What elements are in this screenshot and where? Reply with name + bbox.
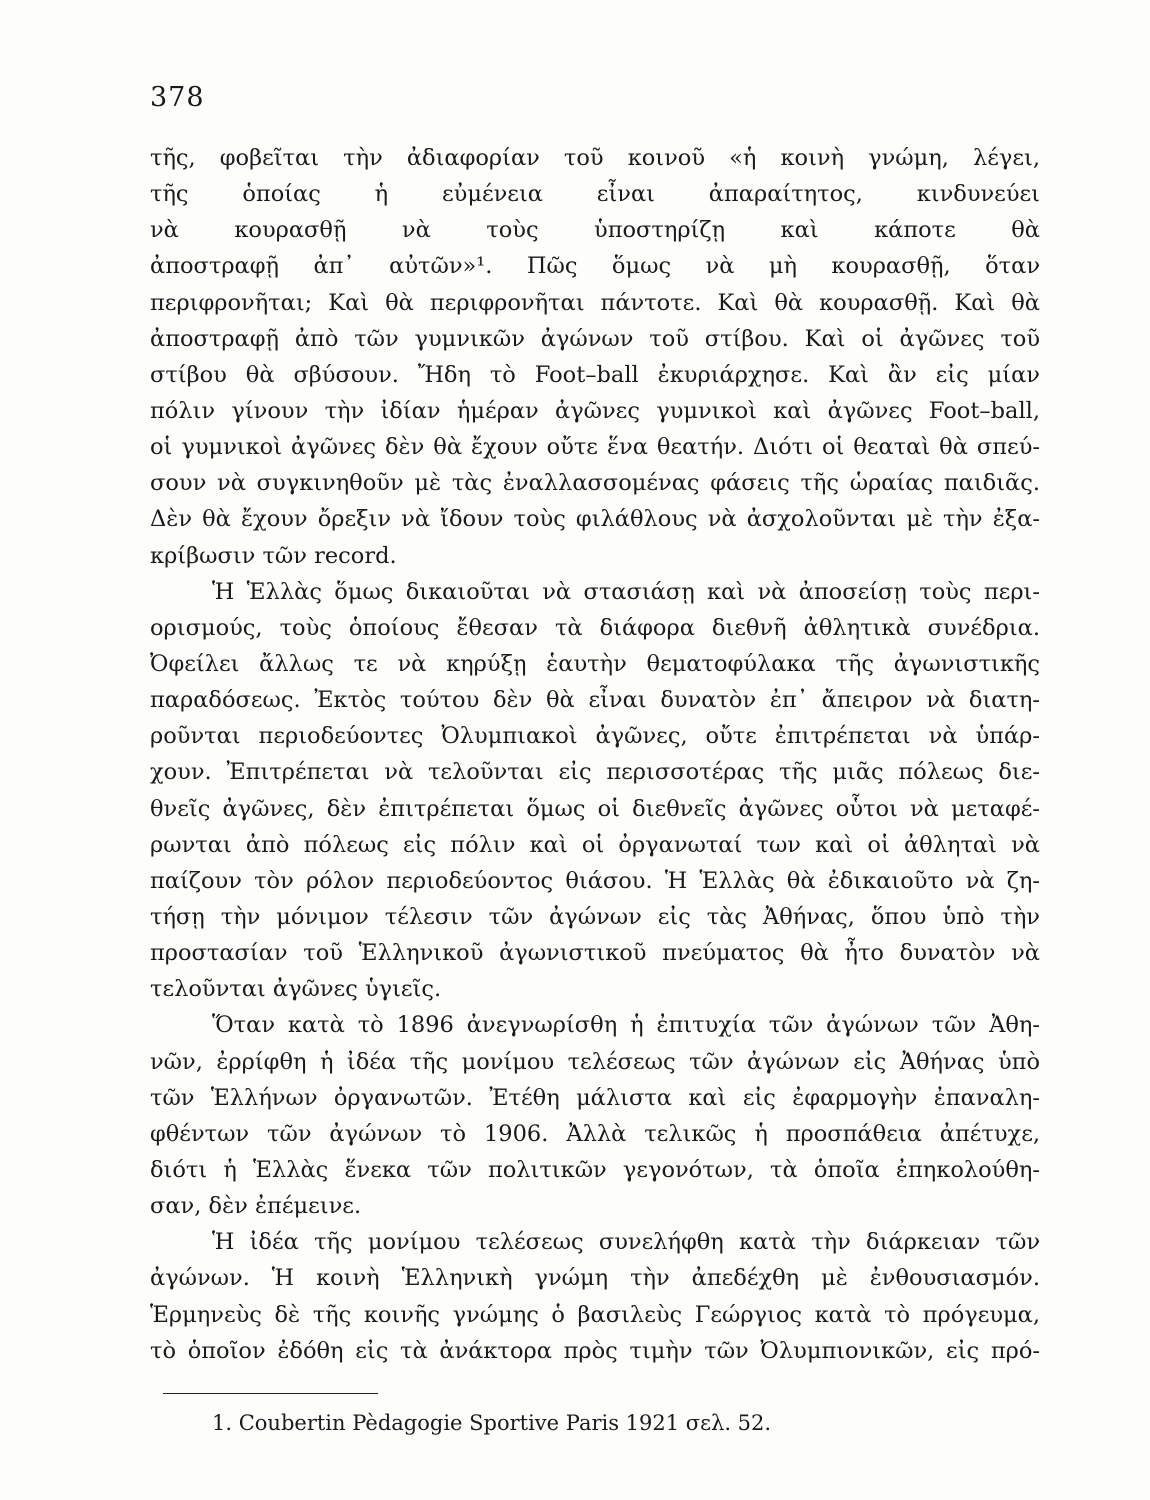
text-line: Ὅταν κατὰ τὸ 1896 ἀνεγνωρίσθη ἡ ἐπιτυχία τῶν ἀγώνων τῶν Ἀθη- xyxy=(212,1012,1040,1039)
text-line: περιφρονῆται; Καὶ θὰ περιφρονῆται πάντοτε. Καὶ θὰ κουρασθῇ. Καὶ θὰ xyxy=(150,289,1040,316)
text-line: φθέντων τῶν ἀγώνων τὸ 1906. Ἀλλὰ τελικῶς ἡ προσπάθεια ἀπέτυχε, xyxy=(150,1120,1040,1147)
text-line: πόλιν γίνουν τὴν ἰδίαν ἡμέραν ἀγῶνες γυμνικοὶ καὶ ἀγῶνες Foot–ball, xyxy=(150,397,1040,424)
text-line: κρίβωσιν τῶν record. xyxy=(150,542,397,569)
text-line: στίβου θὰ σβύσουν. Ἤδη τὸ Foot–ball ἐκυριάρχησε. Καὶ ἂν εἰς μίαν xyxy=(150,361,1040,388)
text-line: τὸ ὁποῖον ἐδόθη εἰς τὰ ἀνάκτορα πρὸς τιμὴν τῶν Ὀλυμπιονικῶν, εἰς πρό- xyxy=(150,1337,1040,1364)
text-line: προστασίαν τοῦ Ἑλληνικοῦ ἀγωνιστικοῦ πνεύματος θὰ ἦτο δυνατὸν νὰ xyxy=(150,940,1040,967)
text-line: τελοῦνται ἀγῶνες ὑγιεῖς. xyxy=(150,976,442,1003)
text-line: θνεῖς ἀγῶνες, δὲν ἐπιτρέπεται ὅμως οἱ διεθνεῖς ἀγῶνες οὗτοι νὰ μεταφέ- xyxy=(150,795,1040,822)
footnote: 1. Coubertin Pèdagogie Sportive Paris 1921 σελ. 52. xyxy=(212,1411,772,1435)
text-line: Ὀφείλει ἄλλως τε νὰ κηρύξῃ ἑαυτὴν θεματοφύλακα τῆς ἀγωνιστικῆς xyxy=(150,650,1040,677)
text-line: Ἡ ἰδέα τῆς μονίμου τελέσεως συνελήφθη κατὰ τὴν διάρκειαν τῶν xyxy=(212,1229,1040,1256)
text-line: τήσῃ τὴν μόνιμον τέλεσιν τῶν ἀγώνων εἰς τὰς Ἀθήνας, ὅπου ὑπὸ τὴν xyxy=(150,903,1040,930)
text-line: παραδόσεως. Ἐκτὸς τούτου δὲν θὰ εἶναι δυνατὸν ἐπ᾽ ἄπειρον νὰ διατη- xyxy=(150,687,1040,714)
text-line: Ἑρμηνεὺς δὲ τῆς κοινῆς γνώμης ὁ βασιλεὺς Γεώργιος κατὰ τὸ πρόγευμα, xyxy=(150,1301,1040,1328)
body-text xyxy=(150,140,1040,1369)
text-line: οἱ γυμνικοὶ ἀγῶνες δὲν θὰ ἔχουν οὔτε ἕνα θεατήν. Διότι οἱ θεαταὶ θὰ σπεύ- xyxy=(150,434,1040,461)
footnote-divider xyxy=(163,1393,378,1394)
text-line: νὰ κουρασθῇ νὰ τοὺς ὑποστηρίζῃ καὶ κάποτε θὰ xyxy=(150,217,1040,244)
text-line: σαν, δὲν ἐπέμεινε. xyxy=(150,1193,362,1220)
text-line: νῶν, ἐρρίφθη ἡ ἰδέα τῆς μονίμου τελέσεως τῶν ἀγώνων εἰς Ἀθήνας ὑπὸ xyxy=(150,1048,1040,1075)
text-line: διότι ἡ Ἑλλὰς ἕνεκα τῶν πολιτικῶν γεγονότων, τὰ ὁποῖα ἐπηκολούθη- xyxy=(150,1156,1040,1183)
text-line: παίζουν τὸν ρόλον περιοδεύοντος θιάσου. Ἡ Ἑλλὰς θὰ ἐδικαιοῦτο νὰ ζη- xyxy=(150,867,1040,894)
text-line: ορισμούς, τοὺς ὁποίους ἔθεσαν τὰ διάφορα διεθνῆ ἀθλητικὰ συνέδρια. xyxy=(150,614,1040,641)
text-line: τῶν Ἑλλήνων ὀργανωτῶν. Ἐτέθη μάλιστα καὶ εἰς ἐφαρμογὴν ἐπαναλη- xyxy=(150,1084,1040,1111)
text-line: ἀποστραφῇ ἀπ᾽ αὐτῶν»¹. Πῶς ὅμως νὰ μὴ κουρασθῇ, ὅταν xyxy=(150,253,1040,280)
text-line: ρωνται ἀπὸ πόλεως εἰς πόλιν καὶ οἱ ὀργανωταί των καὶ οἱ ἀθληταὶ νὰ xyxy=(150,831,1040,858)
text-line: ροῦνται περιοδεύοντες Ὀλυμπιακοὶ ἀγῶνες, οὔτε ἐπιτρέπεται νὰ ὑπάρ- xyxy=(150,723,1040,750)
text-line: ἀποστραφῇ ἀπὸ τῶν γυμνικῶν ἀγώνων τοῦ στίβου. Καὶ οἱ ἀγῶνες τοῦ xyxy=(150,325,1040,352)
text-line: τῆς, φοβεῖται τὴν ἀδιαφορίαν τοῦ κοινοῦ «ἡ κοινὴ γνώμη, λέγει, xyxy=(150,145,1040,171)
text-line: ἀγώνων. Ἡ κοινὴ Ἑλληνικὴ γνώμη τὴν ἀπεδέχθη μὲ ἐνθουσιασμόν. xyxy=(150,1265,1040,1292)
text-line: Ἡ Ἑλλὰς ὅμως δικαιοῦται νὰ στασιάσῃ καὶ νὰ ἀποσείσῃ τοὺς περι- xyxy=(212,578,1040,605)
text-line: σουν νὰ συγκινηθοῦν μὲ τὰς ἐναλλασσομένας φάσεις τῆς ὡραίας παιδιᾶς. xyxy=(150,470,1040,497)
text-line: χουν. Ἐπιτρέπεται νὰ τελοῦνται εἰς περισσοτέρας τῆς μιᾶς πόλεως διε- xyxy=(150,759,1040,786)
text-line: Δὲν θὰ ἔχουν ὄρεξιν νὰ ἴδουν τοὺς φιλάθλους νὰ ἀσχολοῦνται μὲ τὴν ἐξα- xyxy=(150,506,1040,533)
text-line: τῆς ὁποίας ἡ εὐμένεια εἶναι ἀπαραίτητος, κινδυνεύει xyxy=(150,181,1040,208)
page-number: 378 xyxy=(150,82,205,113)
